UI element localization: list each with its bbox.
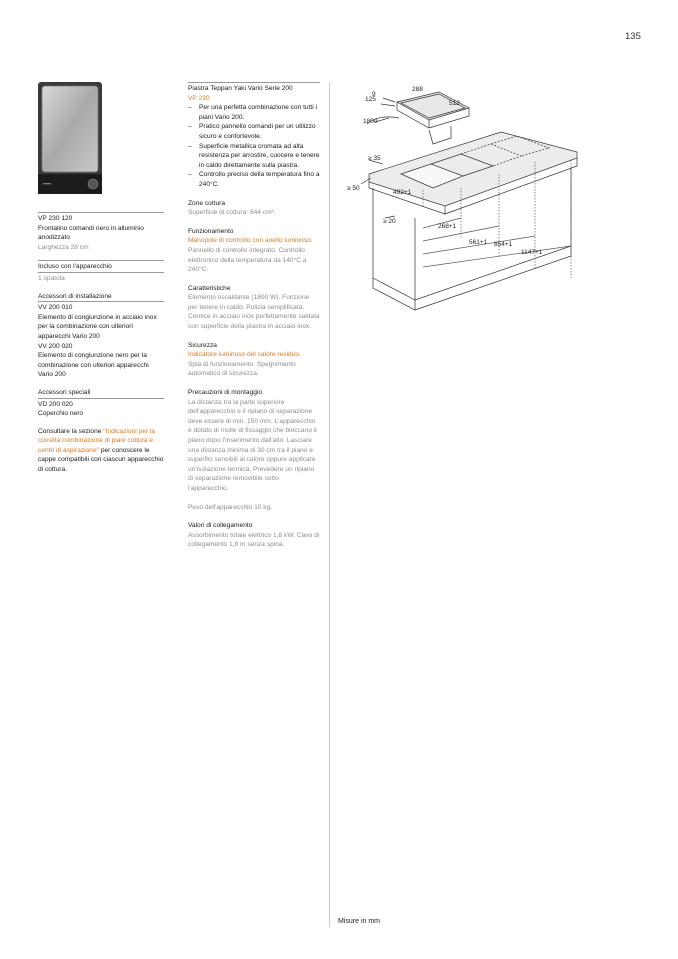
- consult-link[interactable]: "Indicazioni per la corretta combinazione di piani cottura e centri di aspirazione": [38, 427, 156, 454]
- dim-50: ≥ 50: [347, 185, 360, 192]
- dim-561: 561+1: [469, 239, 488, 246]
- width-note: Larghezza 28 cm: [38, 243, 89, 251]
- feature-list: [188, 103, 320, 189]
- middle-column: [188, 82, 320, 550]
- column-divider: [329, 82, 330, 927]
- feature-item: – Per una perfetta combinazione con tutti i piani Vario 200.: [188, 103, 320, 122]
- dim-492: 492+1: [393, 189, 412, 196]
- dim-35: ≥ 35: [368, 155, 381, 162]
- mounting-title: Precauzioni di montaggio: [188, 389, 263, 397]
- connection-title: Valori di collegamento: [188, 522, 253, 530]
- weight-text: Peso dell'apparecchio 10 kg.: [188, 503, 273, 511]
- dim-288: 288: [412, 86, 423, 93]
- function-highlight: Manopole di controllo con anello luminoso.: [188, 237, 313, 245]
- install-item-code: VV 200 010: [38, 304, 73, 312]
- model-code: VP 230 120: [38, 215, 73, 222]
- dim-854: 854+1: [494, 241, 513, 248]
- mounting-text: La distanza tra la parte superiore dell'apparecchio e il ripiano di separazione deve essere di min. 150 mm. L'apparecchio è dotato di molle di fissaggio che bloccano il piano dopo l'inserimento dall'alto. Lasciare una distanza minima di 30 cm tra il piano e superfici sensibili al calore oppure applicare un'isolazione termica. Prevedere un ripiano di separazione removibile sotto l'apparecchio.: [188, 398, 317, 492]
- dim-512: 512: [449, 100, 460, 107]
- page-number: 135: [625, 31, 641, 42]
- install-item-desc: Elemento di congiunzione nero per la combinazione con ulteriori apparecchi Vario 200: [38, 352, 149, 379]
- safety-highlight: Indicatore luminoso del calore residuo.: [188, 351, 301, 359]
- product-model: VP 230: [188, 94, 210, 102]
- dim-1800: 1800: [363, 118, 378, 125]
- safety-text: Spia di funzionamento. Spegnimento automatico di sicurezza.: [188, 360, 296, 378]
- product-image: [38, 82, 102, 194]
- special-accessories-title: Accessori speciali: [38, 388, 91, 396]
- dim-268: 268+1: [438, 223, 457, 230]
- feature-item: – Controllo preciso della temperatura fino a 240°C.: [188, 170, 320, 189]
- product-title: Piastra Teppan Yaki Vario Serie 200: [188, 85, 293, 92]
- dim-9: 9: [372, 91, 376, 98]
- dim-1147: 1147+1: [521, 249, 543, 256]
- installation-diagram: [339, 78, 659, 328]
- left-column: [38, 82, 164, 475]
- footnote: Misure in mm: [338, 918, 381, 925]
- characteristics-title: Caratteristiche: [188, 284, 231, 292]
- dim-20: ≥ 20: [383, 218, 396, 225]
- install-accessories-title: Accessori di installazione: [38, 292, 112, 300]
- model-description: Frontalino comandi nero in alluminio anodizzato: [38, 224, 144, 242]
- feature-item: – Superficie metallica cromata ad alta resistenza per arrostire, cuocere e tenere in caldo direttamente sulla piastra.: [188, 142, 320, 171]
- safety-title: Sicurezza: [188, 341, 217, 349]
- included-title: Incluso con l'apparecchio: [38, 263, 112, 271]
- characteristics-text: Elemento riscaldante (1800 W). Funzione per tenere in caldo. Pulizia semplificata. Cornice in acciaio inox perfettamente saldata con superficie della piastra in acciaio inox.: [188, 294, 320, 331]
- dim-125: 125: [365, 96, 376, 103]
- zone-text: Superficie di cottura: 844 cm².: [188, 209, 276, 217]
- consult-note: Consultare la sezione "Indicazioni per la corretta combinazione di piani cottura e centri di aspirazione" per conoscere le cappe compatibili con ciascun apparecchio di cottura.: [38, 427, 164, 474]
- install-item-code: VV 200 020: [38, 342, 73, 350]
- feature-item: – Pratico pannello comandi per un utilizzo sicuro e confortevole.: [188, 122, 320, 141]
- special-item-code: VD 200 020: [38, 400, 73, 408]
- included-item: 1 spatola: [38, 274, 65, 282]
- special-item-desc: Coperchio nero: [38, 410, 84, 418]
- connection-text: Assorbimento totale elettrico 1,8 kW. Cavo di collegamento 1,8 m senza spina.: [188, 531, 320, 549]
- zone-title: Zone cottura: [188, 199, 226, 207]
- function-title: Funzionamento: [188, 227, 234, 235]
- function-text: Pannello di controllo integrato. Controllo elettronico della temperatura da 140°C a 240°C.: [188, 246, 307, 274]
- install-item-desc: Elemento di congiunzione in acciaio inox per la combinazione con ulteriori apparecchi Vario 200: [38, 313, 157, 340]
